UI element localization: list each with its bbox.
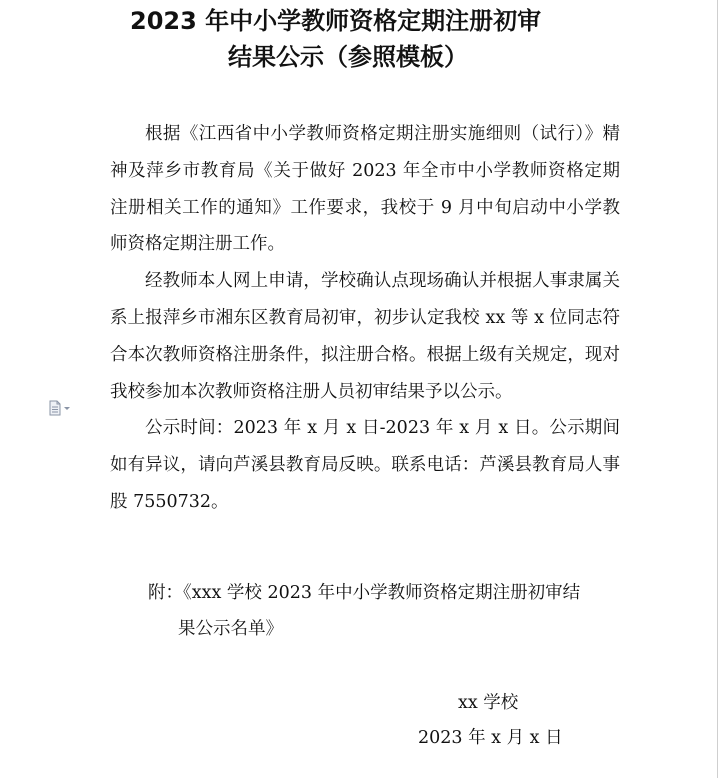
paragraph-review: 经教师本人网上申请，学校确认点现场确认并根据人事隶属关系上报萍乡市湘东区教育局初审，初步认定我校 xx 等 x 位同志符合本次教师资格注册条件，拟注册合格。根据上级有关规定，现对我校参加本次教师资格注册人员初审结果予以公示。 xyxy=(110,271,620,402)
document-body xyxy=(110,116,620,521)
title-line-1: 2023 年中小学教师资格定期注册初审 xyxy=(130,7,542,35)
signature-date: 2023 年 x 月 x 日 xyxy=(418,728,563,748)
document-options-icon[interactable] xyxy=(48,400,72,416)
title-line-2: 结果公示（参照模板） xyxy=(228,43,468,71)
signature-school: xx 学校 xyxy=(458,693,519,713)
attachment-line-1: 附：《xxx 学校 2023 年中小学教师资格定期注册初审结 xyxy=(148,583,581,603)
attachment-note xyxy=(148,575,618,647)
attachment-line-2: 果公示名单》 xyxy=(178,619,283,639)
paragraph-basis: 根据《江西省中小学教师资格定期注册实施细则（试行）》精神及萍乡市教育局《关于做好 2023 年全市中小学教师资格定期注册相关工作的通知》工作要求，我校于 9 月中旬启动中小学教师资格定期注册工作。 xyxy=(110,124,620,255)
paragraph-notice-period: 公示时间：2023 年 x 月 x 日-2023 年 x 月 x 日。公示期间如有异议，请向芦溪县教育局反映。联系电话：芦溪县教育局人事股 7550732。 xyxy=(110,418,620,512)
